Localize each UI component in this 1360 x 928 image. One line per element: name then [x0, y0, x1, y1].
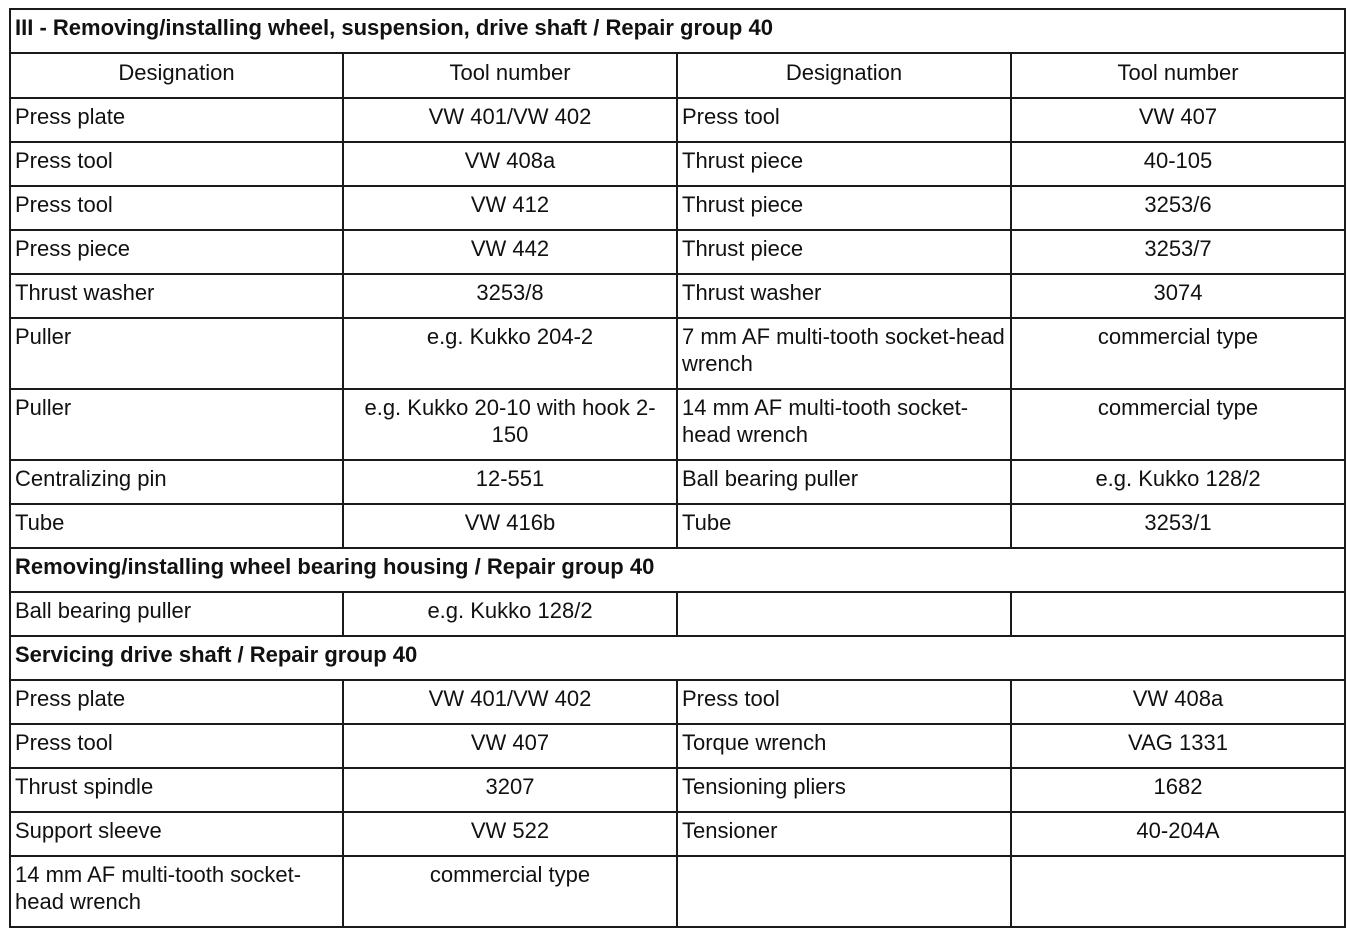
designation-cell: Press plate	[10, 680, 343, 724]
tool-number-cell: VW 522	[343, 812, 677, 856]
tool-number-cell: VW 412	[343, 186, 677, 230]
section-title-row	[10, 636, 1345, 680]
table-row	[10, 318, 1345, 389]
tool-number-cell: e.g. Kukko 204-2	[343, 318, 677, 389]
tool-number-cell: VW 408a	[343, 142, 677, 186]
designation-cell: Torque wrench	[677, 724, 1011, 768]
designation-cell: Tensioner	[677, 812, 1011, 856]
designation-cell: 14 mm AF multi-tooth socket-head wrench	[10, 856, 343, 927]
table-row	[10, 230, 1345, 274]
tool-number-cell: e.g. Kukko 128/2	[343, 592, 677, 636]
designation-cell: Press tool	[677, 98, 1011, 142]
table-row	[10, 856, 1345, 927]
tool-number-cell: e.g. Kukko 128/2	[1011, 460, 1345, 504]
designation-cell: Press tool	[10, 724, 343, 768]
designation-cell: Thrust spindle	[10, 768, 343, 812]
table-row	[10, 274, 1345, 318]
column-header-designation: Designation	[677, 53, 1011, 98]
tool-number-cell: 3253/6	[1011, 186, 1345, 230]
designation-cell: Thrust piece	[677, 230, 1011, 274]
table-row	[10, 680, 1345, 724]
designation-cell: Press plate	[10, 98, 343, 142]
tool-number-cell: VW 401/VW 402	[343, 680, 677, 724]
designation-cell: Thrust washer	[10, 274, 343, 318]
table-row	[10, 389, 1345, 460]
designation-cell: Tube	[10, 504, 343, 548]
table-row	[10, 724, 1345, 768]
section-title-row	[10, 9, 1345, 53]
section-title: Servicing drive shaft / Repair group 40	[10, 636, 1345, 680]
column-header-row	[10, 53, 1345, 98]
tool-number-cell: 12-551	[343, 460, 677, 504]
tool-number-cell: commercial type	[1011, 318, 1345, 389]
table-row	[10, 98, 1345, 142]
designation-cell: 7 mm AF multi-tooth socket-head wrench	[677, 318, 1011, 389]
table-row	[10, 186, 1345, 230]
section-title: III - Removing/installing wheel, suspension, drive shaft / Repair group 40	[10, 9, 1345, 53]
designation-cell	[677, 856, 1011, 927]
designation-cell: Ball bearing puller	[677, 460, 1011, 504]
column-header-tool-number: Tool number	[343, 53, 677, 98]
designation-cell: Press tool	[677, 680, 1011, 724]
designation-cell: Thrust washer	[677, 274, 1011, 318]
designation-cell: Thrust piece	[677, 186, 1011, 230]
designation-cell: 14 mm AF multi-tooth socket-head wrench	[677, 389, 1011, 460]
designation-cell: Press tool	[10, 142, 343, 186]
tool-number-cell: VW 401/VW 402	[343, 98, 677, 142]
tool-number-cell: VW 408a	[1011, 680, 1345, 724]
tool-number-cell: commercial type	[1011, 389, 1345, 460]
designation-cell: Press tool	[10, 186, 343, 230]
column-header-designation: Designation	[10, 53, 343, 98]
tool-number-cell: 3253/8	[343, 274, 677, 318]
column-header-tool-number: Tool number	[1011, 53, 1345, 98]
table-row	[10, 504, 1345, 548]
special-tools-table	[9, 8, 1346, 928]
section-title: Removing/installing wheel bearing housing / Repair group 40	[10, 548, 1345, 592]
tool-number-cell: 3074	[1011, 274, 1345, 318]
table-row	[10, 592, 1345, 636]
tool-number-cell: 3207	[343, 768, 677, 812]
tool-number-cell	[1011, 856, 1345, 927]
tool-number-cell: VW 407	[343, 724, 677, 768]
table-row	[10, 460, 1345, 504]
designation-cell: Tensioning pliers	[677, 768, 1011, 812]
tool-number-cell: VW 407	[1011, 98, 1345, 142]
tool-number-cell: 3253/7	[1011, 230, 1345, 274]
designation-cell: Puller	[10, 318, 343, 389]
designation-cell: Ball bearing puller	[10, 592, 343, 636]
tool-number-cell: VW 416b	[343, 504, 677, 548]
section-title-row	[10, 548, 1345, 592]
tool-number-cell: e.g. Kukko 20-10 with hook 2-150	[343, 389, 677, 460]
designation-cell: Support sleeve	[10, 812, 343, 856]
tool-number-cell: VAG 1331	[1011, 724, 1345, 768]
tool-number-cell: VW 442	[343, 230, 677, 274]
tool-number-cell: 1682	[1011, 768, 1345, 812]
table-row	[10, 768, 1345, 812]
table-row	[10, 142, 1345, 186]
designation-cell: Puller	[10, 389, 343, 460]
tool-number-cell: 40-105	[1011, 142, 1345, 186]
designation-cell: Press piece	[10, 230, 343, 274]
tool-number-cell: 40-204A	[1011, 812, 1345, 856]
tool-number-cell	[1011, 592, 1345, 636]
tool-number-cell: 3253/1	[1011, 504, 1345, 548]
table-row	[10, 812, 1345, 856]
tool-number-cell: commercial type	[343, 856, 677, 927]
designation-cell	[677, 592, 1011, 636]
designation-cell: Centralizing pin	[10, 460, 343, 504]
designation-cell: Tube	[677, 504, 1011, 548]
designation-cell: Thrust piece	[677, 142, 1011, 186]
